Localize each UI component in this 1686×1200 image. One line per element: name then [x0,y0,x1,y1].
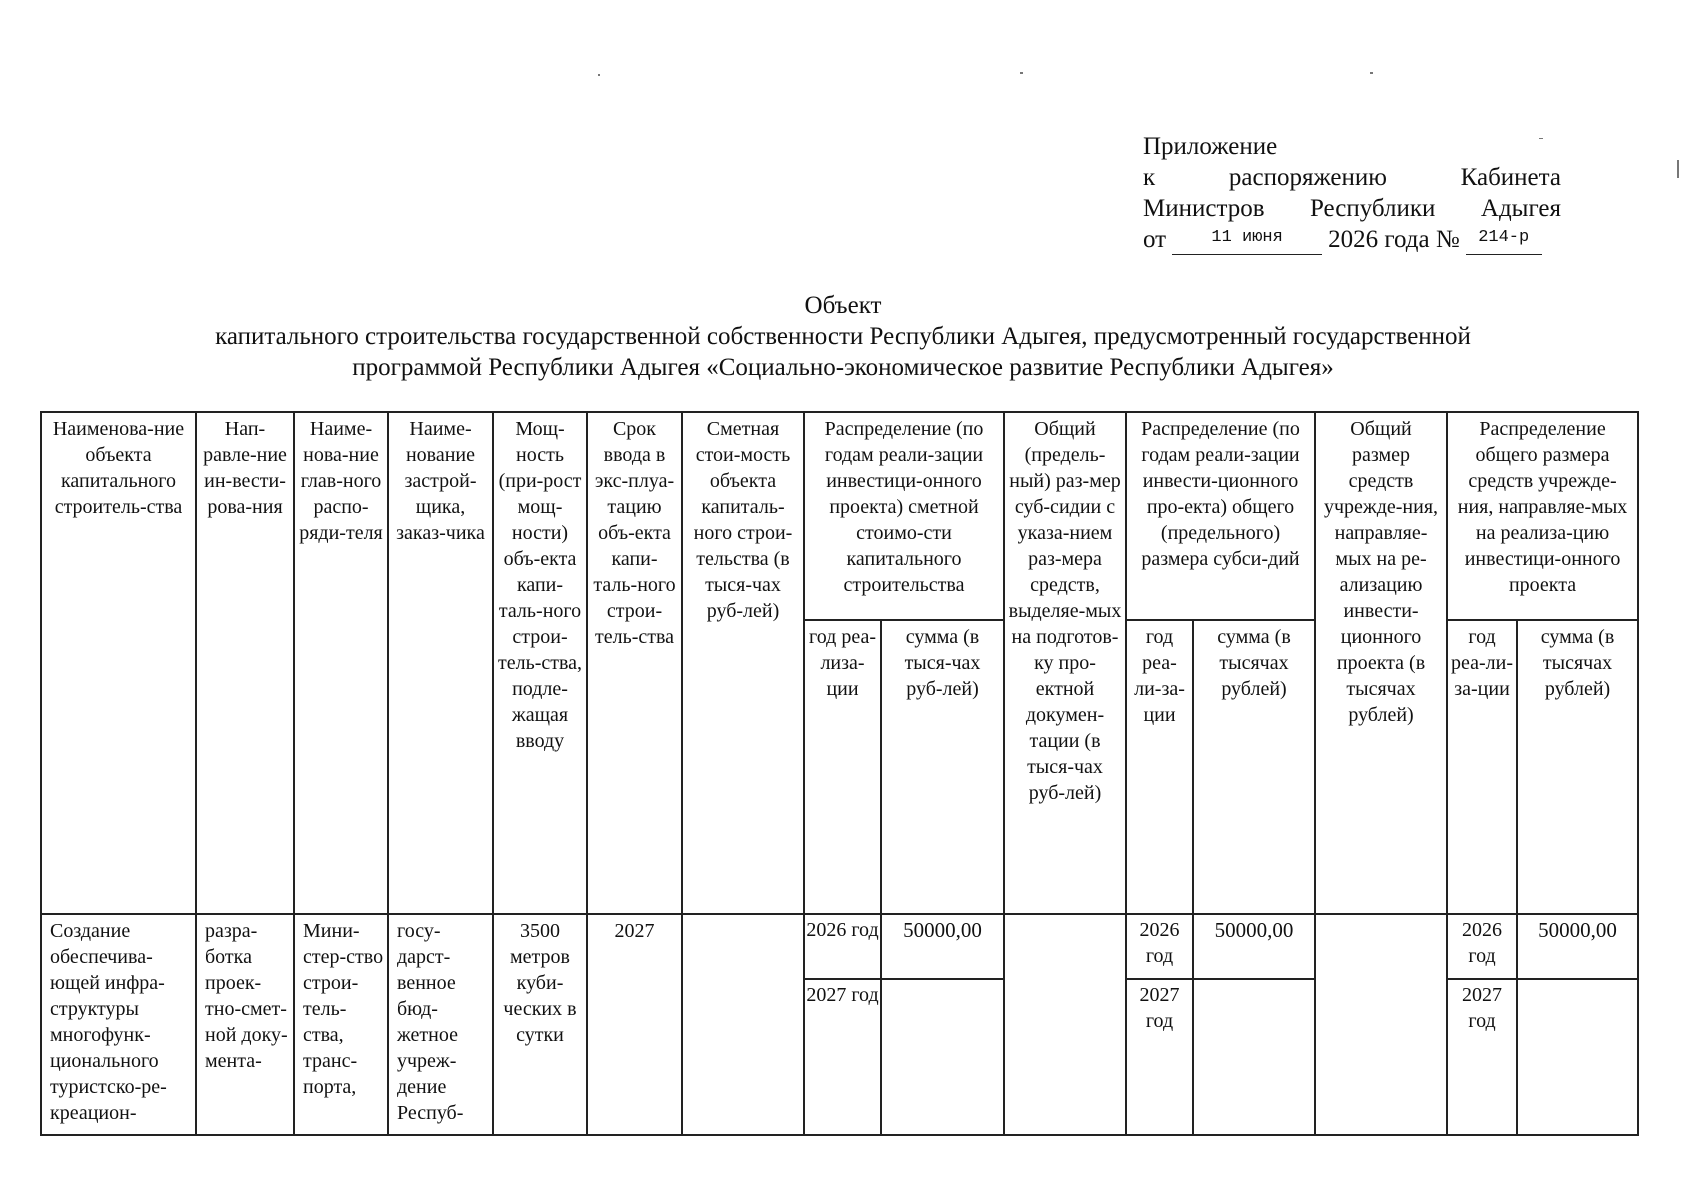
cell-subsidy-total [1004,914,1126,1135]
g2-year-1: 2026 год [1127,915,1192,980]
title-line-1: Объект [804,292,882,319]
cell-capacity: 3500 метров куби-ческих в сутки [493,914,587,1135]
header-cell: Наиме-нова-ние глав-ного распо-ряди-теля [294,412,388,914]
annex-block [1143,131,1561,255]
annex-word: Республики [1309,195,1436,222]
g2-year-2: 2027 год [1139,984,1180,1032]
cell-g3-sums [1517,914,1638,1135]
header-group-cell: Распределение (по годам реали-зации инвести-ционного про-екта) общего (предельного) размера субси-дий [1126,412,1315,620]
g1-year-2: 2027 год [806,984,879,1006]
scan-speck [1020,72,1023,74]
annex-line-1: Приложение [1143,133,1278,160]
header-group-cell: Распределение общего размера средств учрежде-ния, направляе-мых на реализа-цию инвестици-онного проекта [1447,412,1638,620]
annex-word: Адыгея [1480,195,1561,222]
annex-line-2 [1143,162,1561,193]
header-cell: Наиме-нование застрой-щика, заказ-чика [388,412,493,914]
header-subcell: год реа-ли-за-ции [1447,620,1517,914]
scan-speck [598,74,600,76]
date-handwritten: 11 июня [1211,228,1283,247]
annex-line-3 [1143,193,1561,224]
annex-date-line [1143,224,1561,255]
cell-manager: Мини-стер-ство строи-тель-ства, транс-порта, [294,914,388,1135]
scan-speck [1539,138,1543,139]
header-cell: Наименова-ние объекта капитального строитель-ства [41,412,196,914]
cell-developer: госу-дарст-венное бюд-жетное учреж-дение Респуб- [388,914,493,1135]
g1-year-1: 2026 год [805,915,880,980]
cell-g2-years [1126,914,1193,1135]
header-subcell: сумма (в тысячах рублей) [1193,620,1315,914]
header-cell: Нап-равле-ние ин-вести-рова-ния [196,412,294,914]
doc-number: 214-р [1478,228,1530,247]
date-blank [1172,228,1322,255]
header-cell: Сметная стои-мость объекта капиталь-ного строи-тельства (в тыся-чах руб-лей) [682,412,804,914]
header-cell: Срок ввода в экс-плуа-тацию объ-екта капи-таль-ного строи-тель-ства [587,412,682,914]
header-cell: Общий размер средств учрежде-ния, направляе-мых на ре-ализацию инвести-ционного проекта (в тысячах рублей) [1315,412,1447,914]
header-subcell: год реа-ли-за-ции [1126,620,1193,914]
cell-institution-total [1315,914,1447,1135]
scan-speck [1677,160,1679,178]
g2-sum-1: 50000,00 [1194,915,1314,980]
document-title [0,290,1686,383]
g3-sum-1: 50000,00 [1518,915,1637,980]
annex-word: Кабинета [1460,164,1561,191]
scan-speck [1370,72,1373,74]
capital-construction-table [40,411,1639,1136]
table-row [41,914,1638,1135]
cell-g1-sums [881,914,1004,1135]
cell-direction: разра-ботка проек-тно-смет-ной доку-мента- [196,914,294,1135]
number-blank [1466,228,1542,255]
header-subcell: сумма (в тысячах рублей) [1517,620,1638,914]
date-year: 2026 года № [1328,226,1460,253]
g1-sum-2 [882,980,1003,1043]
g3-year-1: 2026 год [1448,915,1516,980]
cell-g3-years [1447,914,1517,1135]
cell-object: Создание обеспечива-ющей инфра-структуры многофунк-ционального туристско-ре-креацион- [41,914,196,1135]
header-subcell: год реа-лиза-ции [804,620,881,914]
annex-word: к [1143,164,1156,191]
cell-estimate [682,914,804,1135]
header-cell: Мощ-ность (при-рост мощ-ности) объ-екта капи-таль-ного строи-тель-ства, подле-жащая вводу [493,412,587,914]
header-cell: Общий (предель-ный) раз-мер суб-сидии с указа-нием раз-мера средств, выделяе-мых на подготов-ку про-ектной докумен-тации (в тыся-чах руб-лей) [1004,412,1126,914]
title-line-2: капитального строительства государственной собственности Республики Адыгея, предусмотренный государственной [215,323,1471,350]
cell-g1-years [804,914,881,1135]
g3-sum-2 [1518,980,1637,1043]
annex-word: распоряжению [1228,164,1387,191]
annex-word: Министров [1143,195,1265,222]
cell-term: 2027 [587,914,682,1135]
date-prefix: от [1143,226,1167,253]
header-row-1 [41,412,1638,620]
g1-sum-1: 50000,00 [882,915,1003,980]
g2-sum-2 [1194,980,1314,1043]
cell-g2-sums [1193,914,1315,1135]
header-subcell: сумма (в тыся-чах руб-лей) [881,620,1004,914]
header-group-cell: Распределение (по годам реали-зации инвестици-онного проекта) сметной стоимо-сти капитального строительства [804,412,1004,620]
g3-year-2: 2027 год [1462,984,1503,1032]
title-line-3: программой Республики Адыгея «Социально-экономическое развитие Республики Адыгея» [352,354,1334,381]
